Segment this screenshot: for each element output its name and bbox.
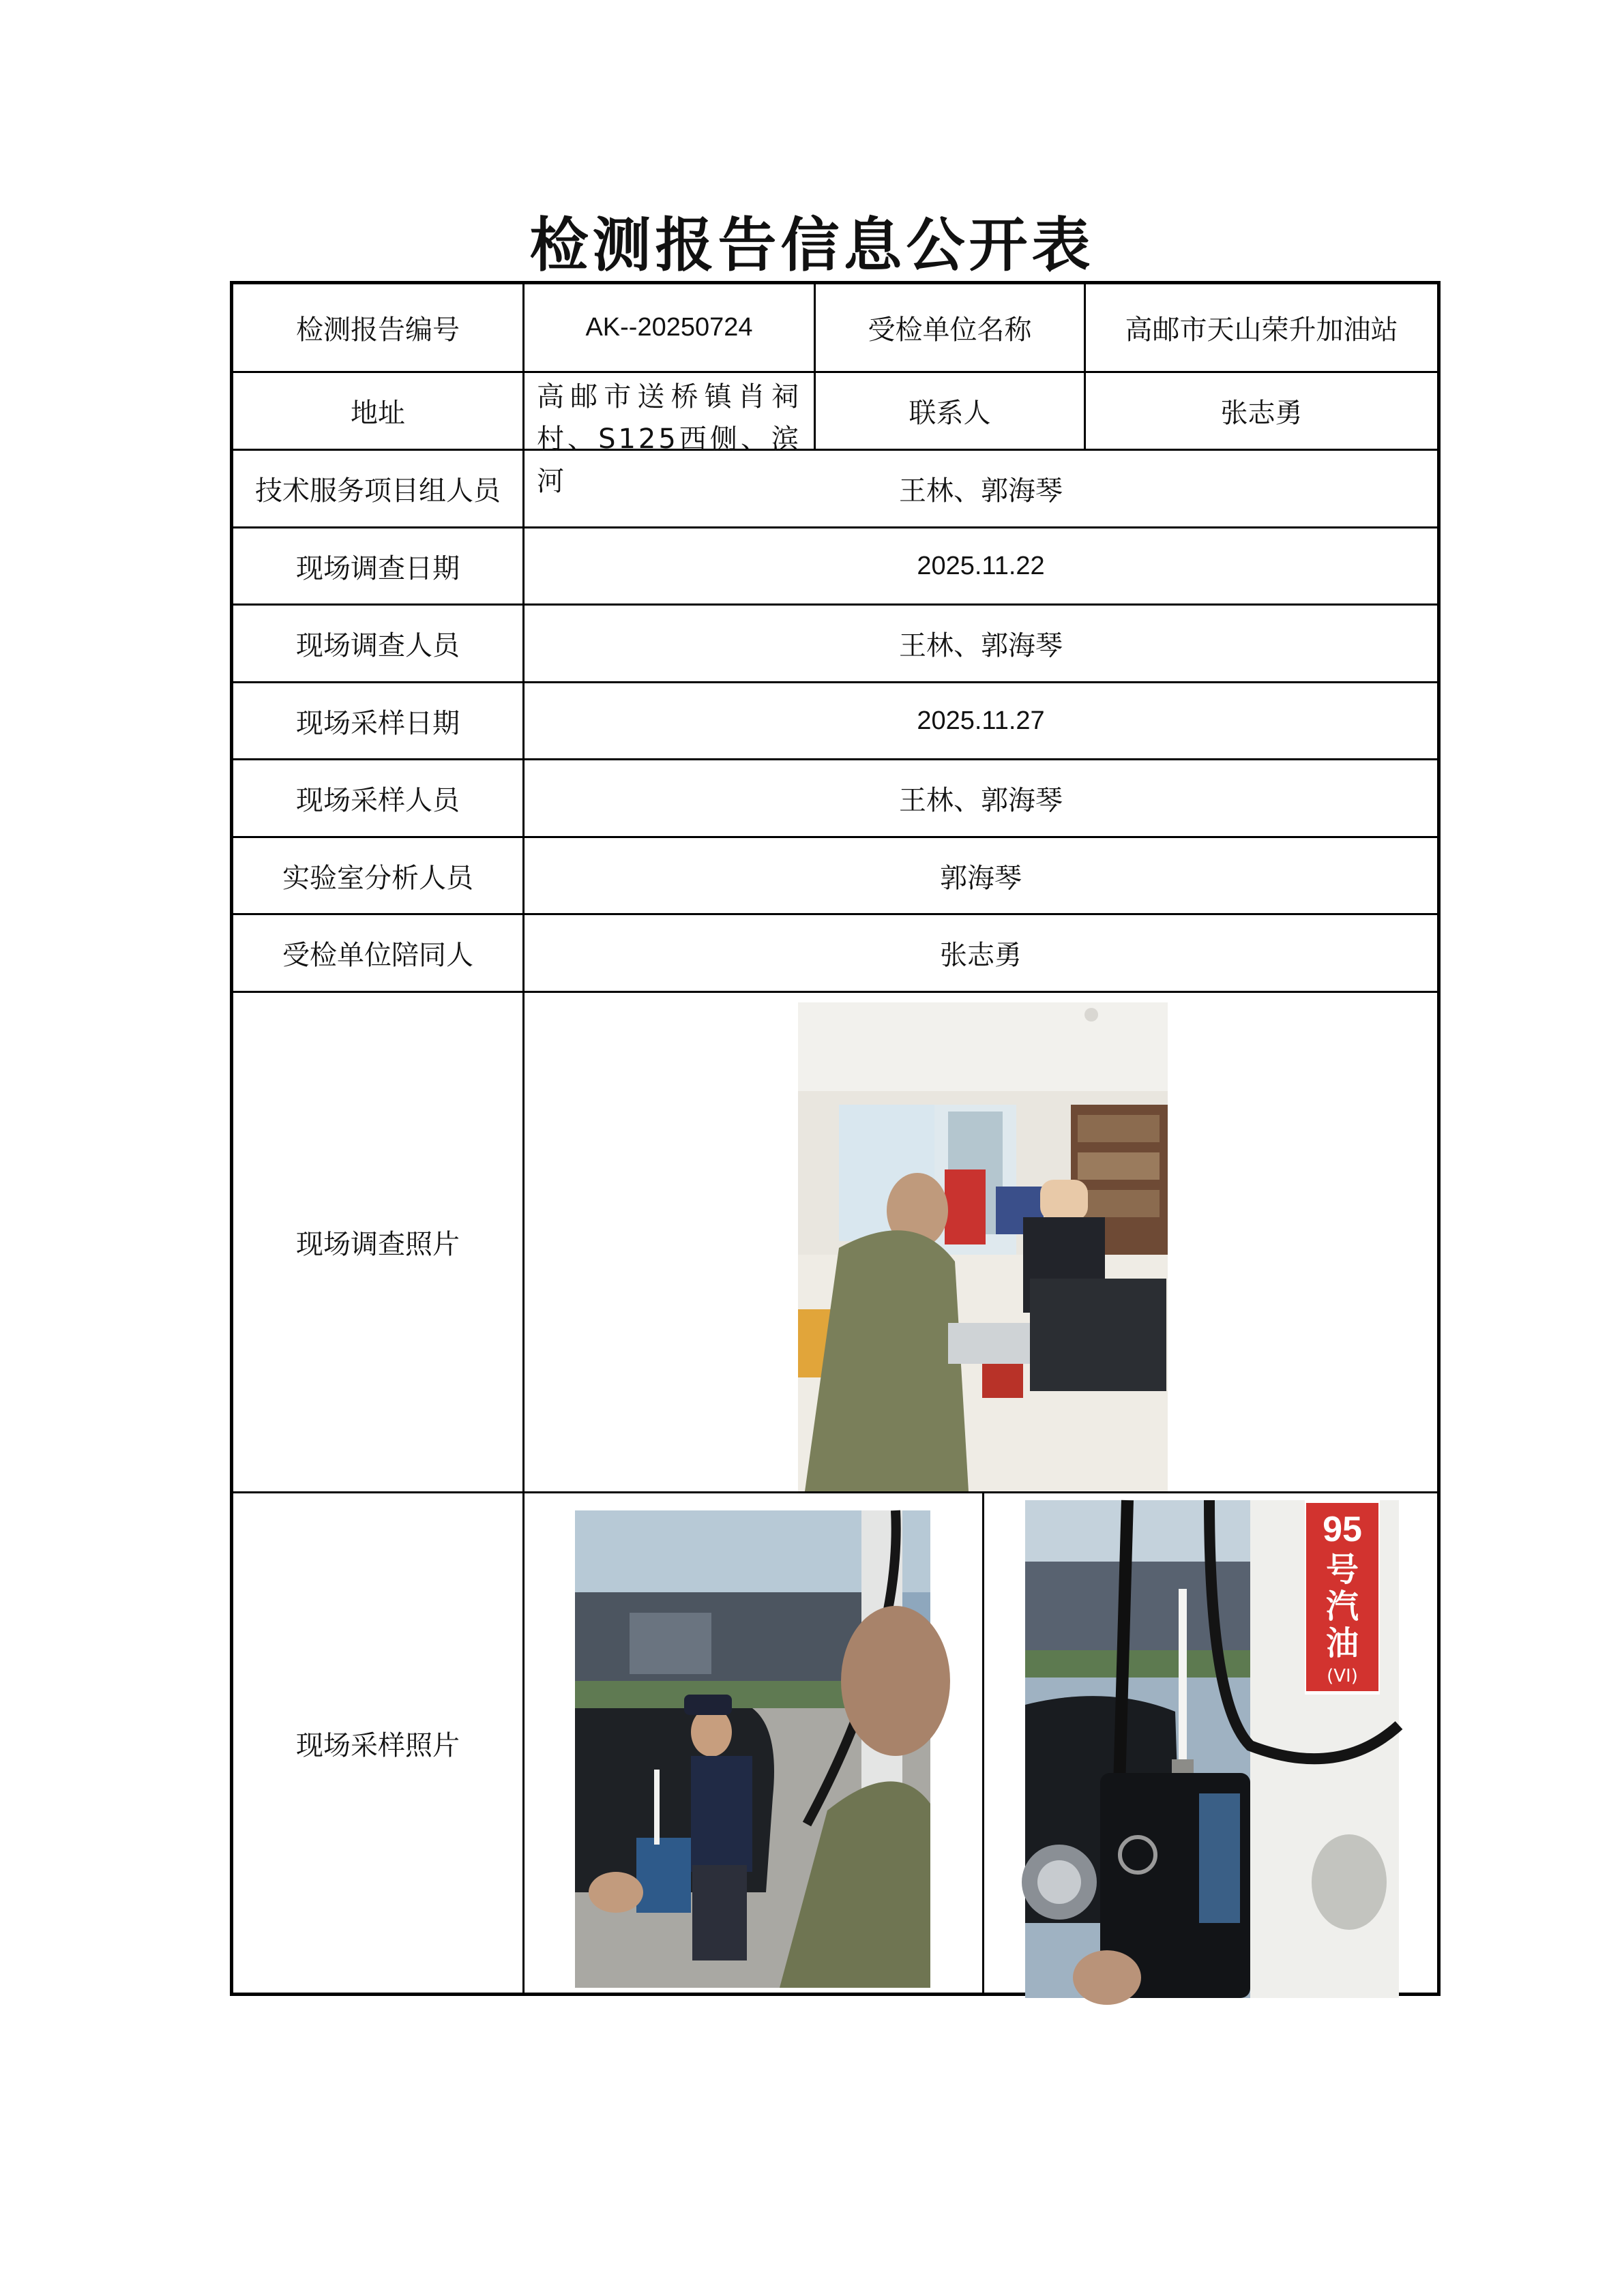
row-value: 郭海琴	[525, 838, 1437, 915]
unit-name-value: 高邮市天山荣升加油站	[1086, 284, 1437, 373]
address-cell	[525, 373, 816, 497]
sampling-photo-right	[1025, 1500, 1399, 1998]
row-value: 张志勇	[525, 915, 1437, 993]
pump-sign-95: 95	[1323, 1510, 1362, 1549]
page-title: 检测报告信息公开表	[529, 211, 1095, 280]
unit-name-label: 受检单位名称	[816, 284, 1086, 373]
row-label: 实验室分析人员	[233, 838, 525, 915]
sampling-photo-label: 现场采样照片	[233, 1493, 525, 1993]
row-value: 王林、郭海琴	[525, 451, 1437, 528]
address-value: 高邮市送桥镇肖祠村、S125西侧、滨河	[537, 381, 801, 497]
row-value: 王林、郭海琴	[525, 760, 1437, 838]
report-no-label: 检测报告编号	[233, 284, 525, 373]
row-label: 现场调查人员	[233, 606, 525, 683]
row-label: 受检单位陪同人	[233, 915, 525, 993]
survey-photo-label: 现场调查照片	[233, 993, 525, 1493]
pump-sign-qi: 汽	[1325, 1587, 1359, 1626]
contact-value: 张志勇	[1086, 373, 1437, 451]
row-label: 技术服务项目组人员	[233, 451, 525, 528]
survey-photo	[798, 1002, 1168, 1491]
sampling-photo-left	[575, 1510, 930, 1988]
row-label: 现场采样人员	[233, 760, 525, 838]
contact-label: 联系人	[816, 373, 1086, 451]
pump-sign-grade: (VI)	[1327, 1666, 1358, 1686]
row-value: 王林、郭海琴	[525, 606, 1437, 683]
row-value: 2025.11.22	[525, 528, 1437, 606]
row-label: 现场调查日期	[233, 528, 525, 606]
pump-sign-hao: 号	[1325, 1551, 1359, 1589]
row-label: 现场采样日期	[233, 683, 525, 760]
row-value: 2025.11.27	[525, 683, 1437, 760]
pump-sign-you: 油	[1325, 1624, 1359, 1663]
report-no-value: AK--20250724	[525, 284, 816, 373]
address-label: 地址	[233, 373, 525, 451]
